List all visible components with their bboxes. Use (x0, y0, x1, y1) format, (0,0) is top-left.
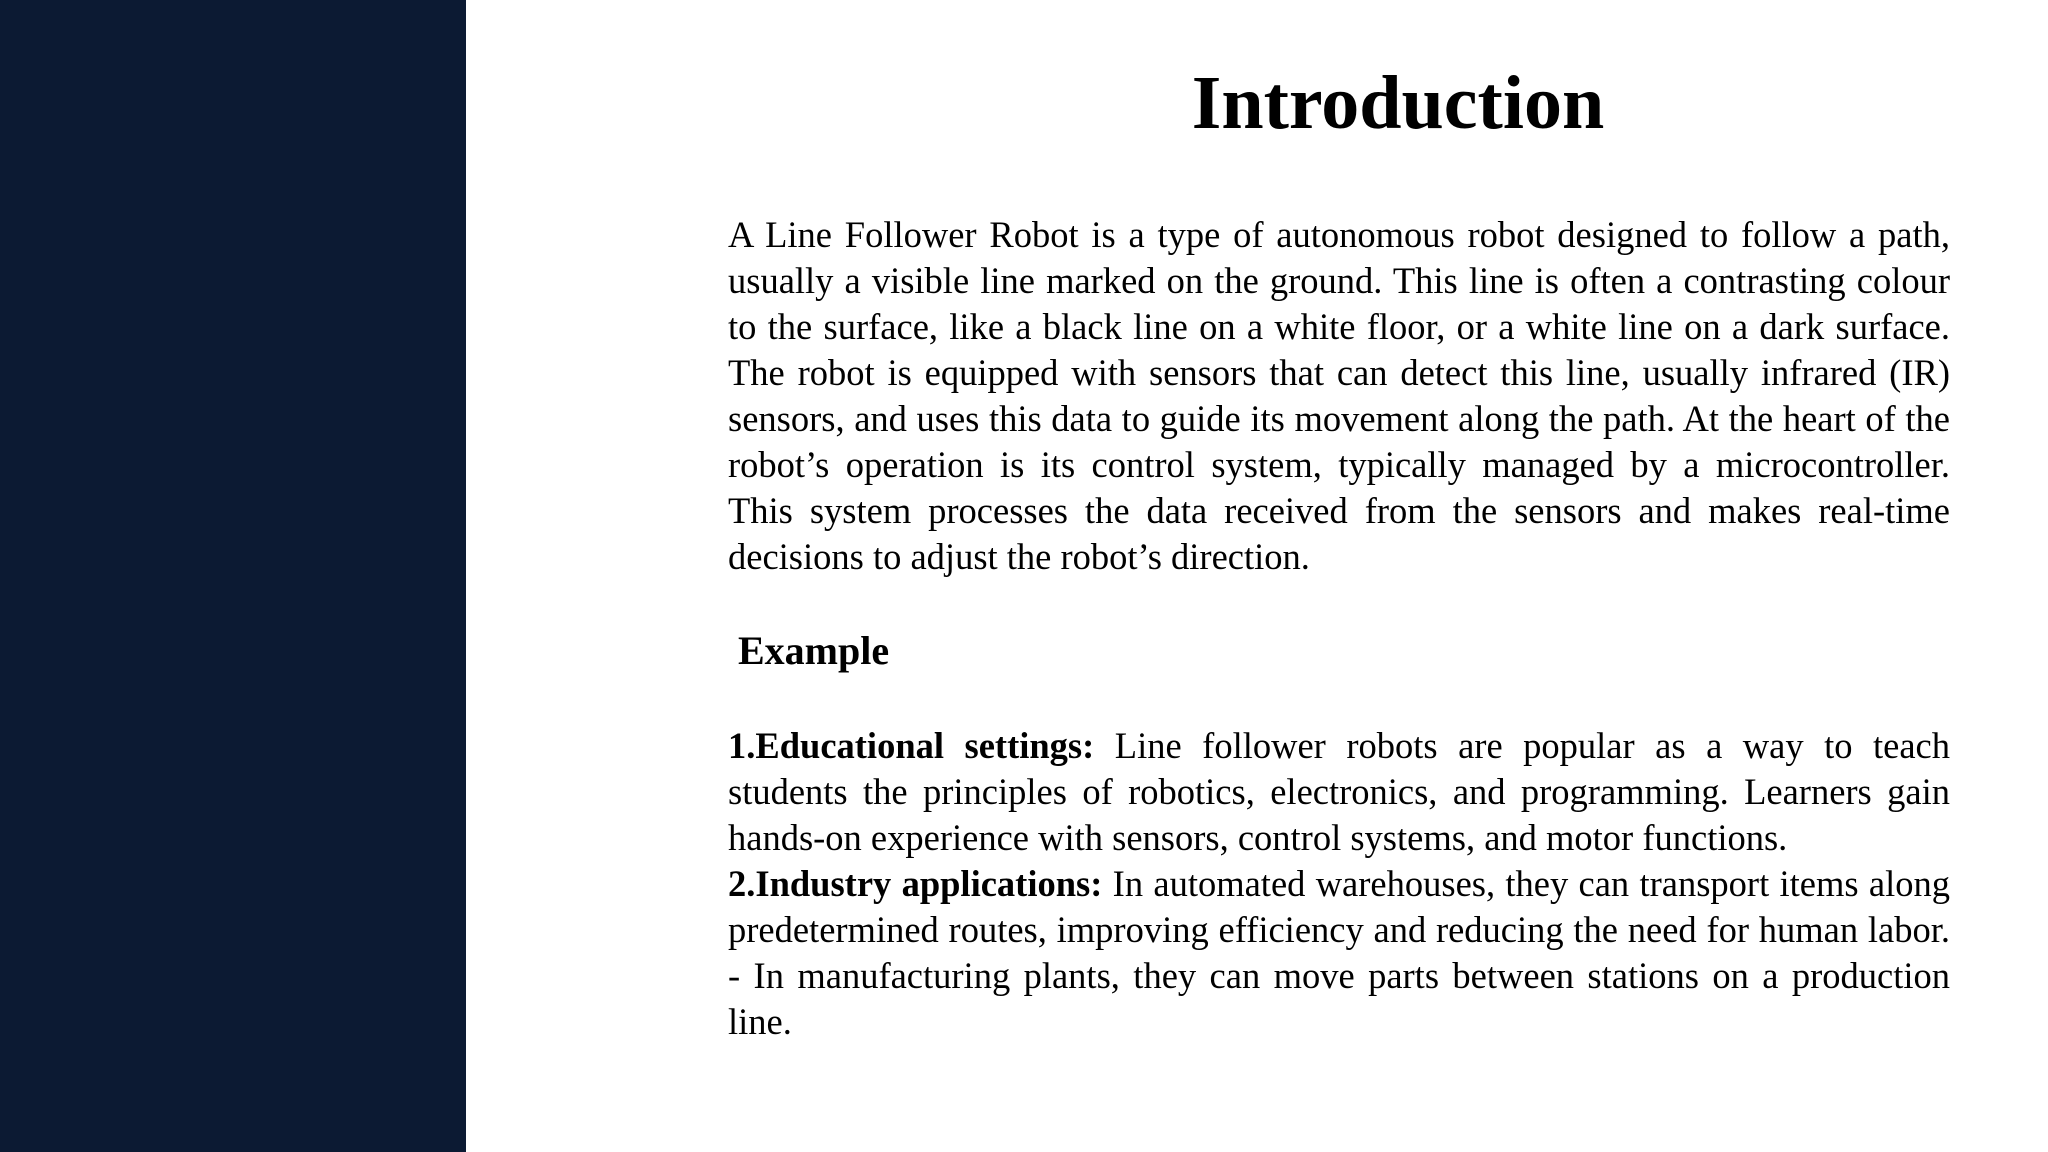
example-item-lead: 2.Industry applications: (728, 863, 1103, 904)
example-item-educational (728, 723, 1950, 861)
example-item-text: In automated warehouses, they can transport items along predetermined routes, improving efficiency and reducing the need for human labor. - In manufacturing plants, they can move parts between stations on a production line. (728, 863, 1950, 1042)
sidebar-panel (0, 0, 466, 1152)
slide-title: Introduction (1191, 61, 1605, 145)
example-list (728, 723, 1950, 1045)
example-item-text: Line follower robots are popular as a way to teach students the principles of robotics, electronics, and programming. Learners gain hands-on experience with sensors, control systems, and motor functions. (728, 725, 1950, 858)
intro-paragraph: A Line Follower Robot is a type of autonomous robot designed to follow a path, usually a visible line marked on the ground. This line is often a contrasting colour to the surface, like a black line on a white floor, or a white line on a dark surface. The robot is equipped with sensors that can detect this line, usually infrared (IR) sensors, and uses this data to guide its movement along the path. At the heart of the robot’s operation is its control system, typically managed by a microcontroller. This system processes the data received from the sensors and makes real-time decisions to adjust the robot’s direction. (728, 214, 1950, 577)
example-item-industry (728, 861, 1950, 1045)
example-item-lead: 1.Educational settings: (728, 725, 1095, 766)
example-heading: Example (738, 628, 890, 673)
slide-content (728, 0, 1950, 1152)
